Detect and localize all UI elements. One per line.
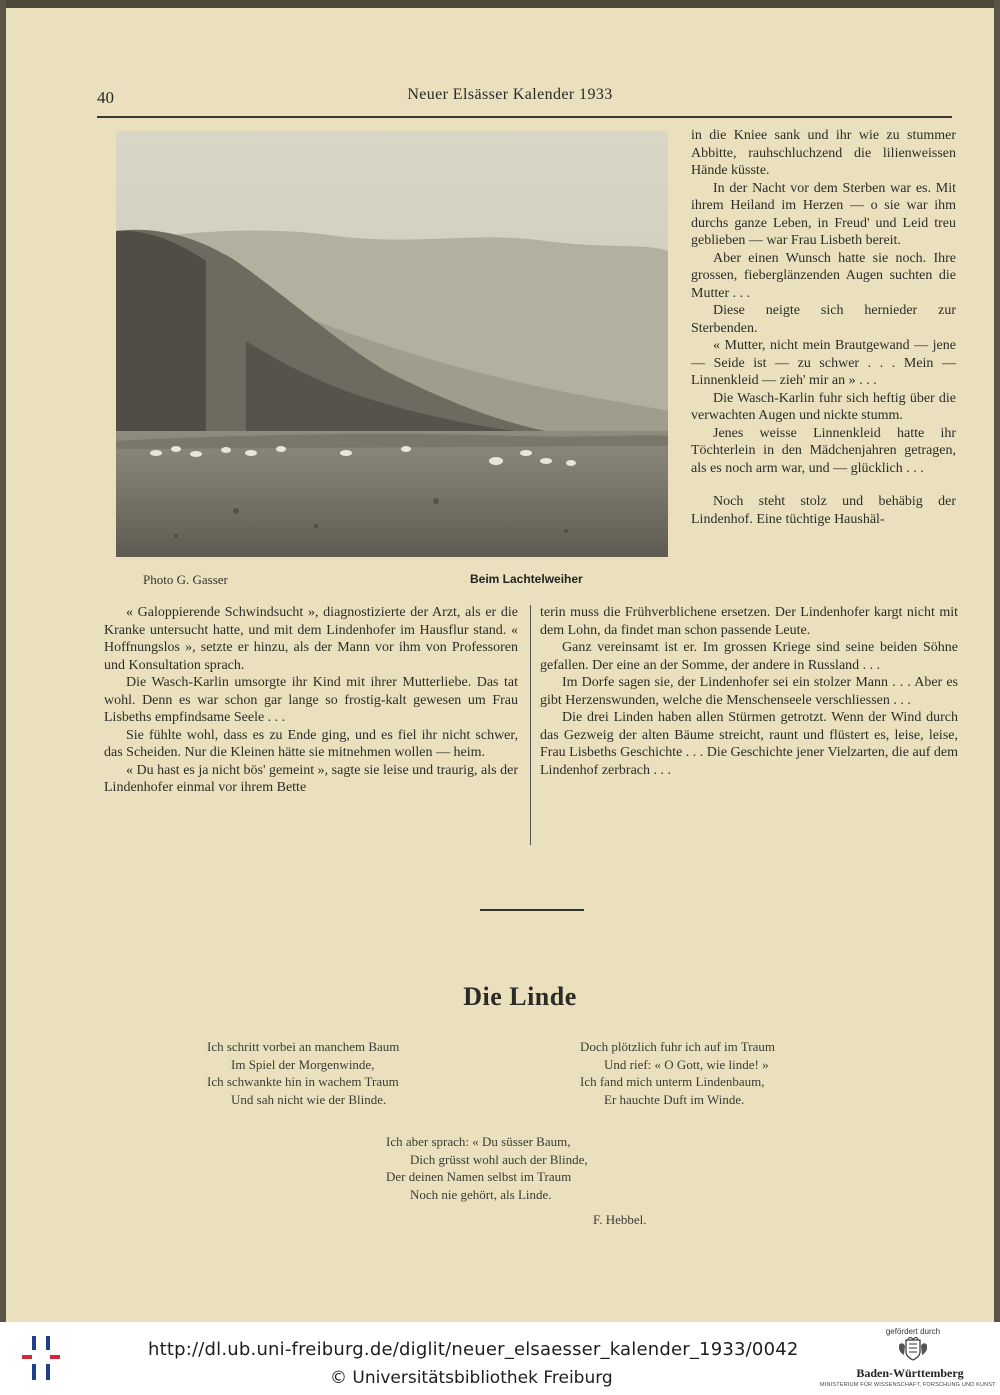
paragraph: In der Nacht vor dem Sterben war es. Mit ihrem Heiland im Herzen — o sie war ihm durchs ganze Leben, in Freud' und Leid treu geblieben — war Frau Lisbeth bereit. bbox=[691, 180, 956, 248]
poem-line: Dich grüsst wohl auch der Blinde, bbox=[410, 1151, 588, 1167]
page-edge-left bbox=[0, 0, 6, 1322]
poem-line: Noch nie gehört, als Linde. bbox=[410, 1186, 552, 1202]
poem-line: Ich aber sprach: « Du süsser Baum, bbox=[386, 1134, 571, 1149]
poem-line: Im Spiel der Morgenwinde, bbox=[231, 1056, 375, 1072]
baden-wuerttemberg-crest-icon bbox=[896, 1337, 930, 1363]
copyright-notice: © Universitätsbibliothek Freiburg bbox=[330, 1368, 613, 1388]
paragraph: Die Wasch-Karlin umsorgte ihr Kind mit ihrer Mutterliebe. Das tat wohl. Denn es war schon gar lange so frostig-kalt gewesen um Frau Lisbeths empfindsame Seele . . . bbox=[104, 675, 518, 725]
poem-line: Und rief: « O Gott, wie linde! » bbox=[604, 1056, 769, 1072]
poem-line: Doch plötzlich fuhr ich auf im Traum bbox=[580, 1039, 775, 1054]
running-title: Neuer Elsässer Kalender 1933 bbox=[407, 86, 613, 103]
sponsor-ministry: MINISTERIUM FÜR WISSENSCHAFT, FORSCHUNG UND KUNST bbox=[820, 1382, 996, 1388]
page-edge-top bbox=[0, 0, 1000, 8]
page-number: 40 bbox=[97, 88, 114, 107]
poem-stanza-3 bbox=[386, 1133, 588, 1203]
poem-author: F. Hebbel. bbox=[593, 1212, 647, 1227]
poem-line: Ich schritt vorbei an manchem Baum bbox=[207, 1039, 400, 1054]
bottom-right-column bbox=[540, 604, 958, 779]
photo-credit: Photo G. Gasser bbox=[143, 572, 228, 587]
column-divider bbox=[530, 605, 531, 845]
permalink-url[interactable]: http://dl.ub.uni-freiburg.de/diglit/neuer_elsaesser_kalender_1933/0042 bbox=[148, 1339, 799, 1360]
poem-stanza-2 bbox=[580, 1038, 775, 1108]
section-separator bbox=[480, 909, 584, 911]
paragraph: Noch steht stolz und behäbig der Lindenhof. Eine tüchtige Haushäl- bbox=[691, 494, 956, 527]
paragraph: « Du hast es ja nicht bös' gemeint », sagte sie leise und traurig, als der Lindenhofer einmal vor ihrem Bette bbox=[104, 762, 518, 795]
header-rule bbox=[97, 116, 952, 118]
paragraph: Jenes weisse Linnenkleid hatte ihr Töchterlein in den Mädchenjahren getragen, als es noch arm war, und — glücklich . . . bbox=[691, 425, 956, 476]
bottom-left-column bbox=[104, 604, 518, 797]
poem-line: Der deinen Namen selbst im Traum bbox=[386, 1169, 572, 1184]
paragraph: Ganz vereinsamt ist er. Im grossen Kriege sind seine beiden Söhne gefallen. Der eine an der Somme, der andere in Russland . . . bbox=[540, 640, 958, 673]
paragraph: terin muss die Frühverblichene ersetzen. Der Lindenhofer kargt nicht mit dem Lohn, da findet man schon passende Leute. bbox=[540, 605, 958, 638]
sponsor-label: gefördert durch bbox=[885, 1327, 941, 1336]
landscape-photo bbox=[116, 131, 668, 557]
poem-line: Ich fand mich unterm Lindenbaum, bbox=[580, 1074, 765, 1089]
paragraph: Sie fühlte wohl, dass es zu Ende ging, und es fiel ihr nicht schwer, das Scheiden. Nur die Kleinen hätte sie mitnehmen wollen — heim. bbox=[104, 727, 518, 760]
university-library-logo-icon[interactable] bbox=[20, 1334, 62, 1382]
poem-line: Ich schwankte hin in wachem Traum bbox=[207, 1074, 399, 1089]
poem-line: Und sah nicht wie der Blinde. bbox=[231, 1091, 387, 1107]
paragraph: « Galoppierende Schwindsucht », diagnostizierte der Arzt, als er die Kranke untersucht hatte, und mit dem Lindenhofer im Hausflur stand. « Hoffnungslos », setzte er hinzu, als der Mann vor ihm von Professoren und Konsultation sprach. bbox=[104, 605, 518, 673]
photo-caption: Beim Lachtelweiher bbox=[470, 572, 583, 586]
viewer-footer bbox=[0, 1322, 1000, 1395]
paragraph: Die Wasch-Karlin fuhr sich heftig über die verwachten Augen und nickte stumm. bbox=[691, 390, 956, 423]
poem-stanza-1 bbox=[207, 1038, 399, 1108]
paragraph: Im Dorfe sagen sie, der Lindenhofer sei ein stolzer Mann . . . Aber es gibt Herzenswunden, welche die Menschenseele verschliessen . . . bbox=[540, 675, 958, 708]
page-edge-right bbox=[994, 0, 1000, 1322]
paragraph: Die drei Linden haben allen Stürmen getrotzt. Wenn der Wind durch das Gezweig der alten Bäume streicht, raunt und flüstert es, leise, leise, Frau Lisbeths Geschichte . . . Die Geschichte jener Vielzarten, die auf dem Lindenhof zerbrach . . . bbox=[540, 710, 958, 778]
right-column bbox=[691, 127, 956, 528]
paragraph: in die Kniee sank und ihr wie zu stummer Abbitte, rauhschluchzend die lilienweissen Hände küsste. bbox=[691, 128, 956, 178]
poem-title: Die Linde bbox=[463, 982, 577, 1011]
paragraph: Aber einen Wunsch hatte sie noch. Ihre grossen, fieberglänzenden Augen suchten die Mutter . . . bbox=[691, 250, 956, 301]
paragraph: Diese neigte sich hernieder zur Sterbenden. bbox=[691, 303, 956, 336]
poem-line: Er hauchte Duft im Winde. bbox=[604, 1091, 745, 1107]
paragraph: « Mutter, nicht mein Brautgewand — jene — Seide ist — zu schwer . . . Mein — Linnenkleid — zieh' mir an » . . . bbox=[691, 338, 956, 388]
sponsor-name: Baden-Württemberg bbox=[856, 1366, 964, 1380]
